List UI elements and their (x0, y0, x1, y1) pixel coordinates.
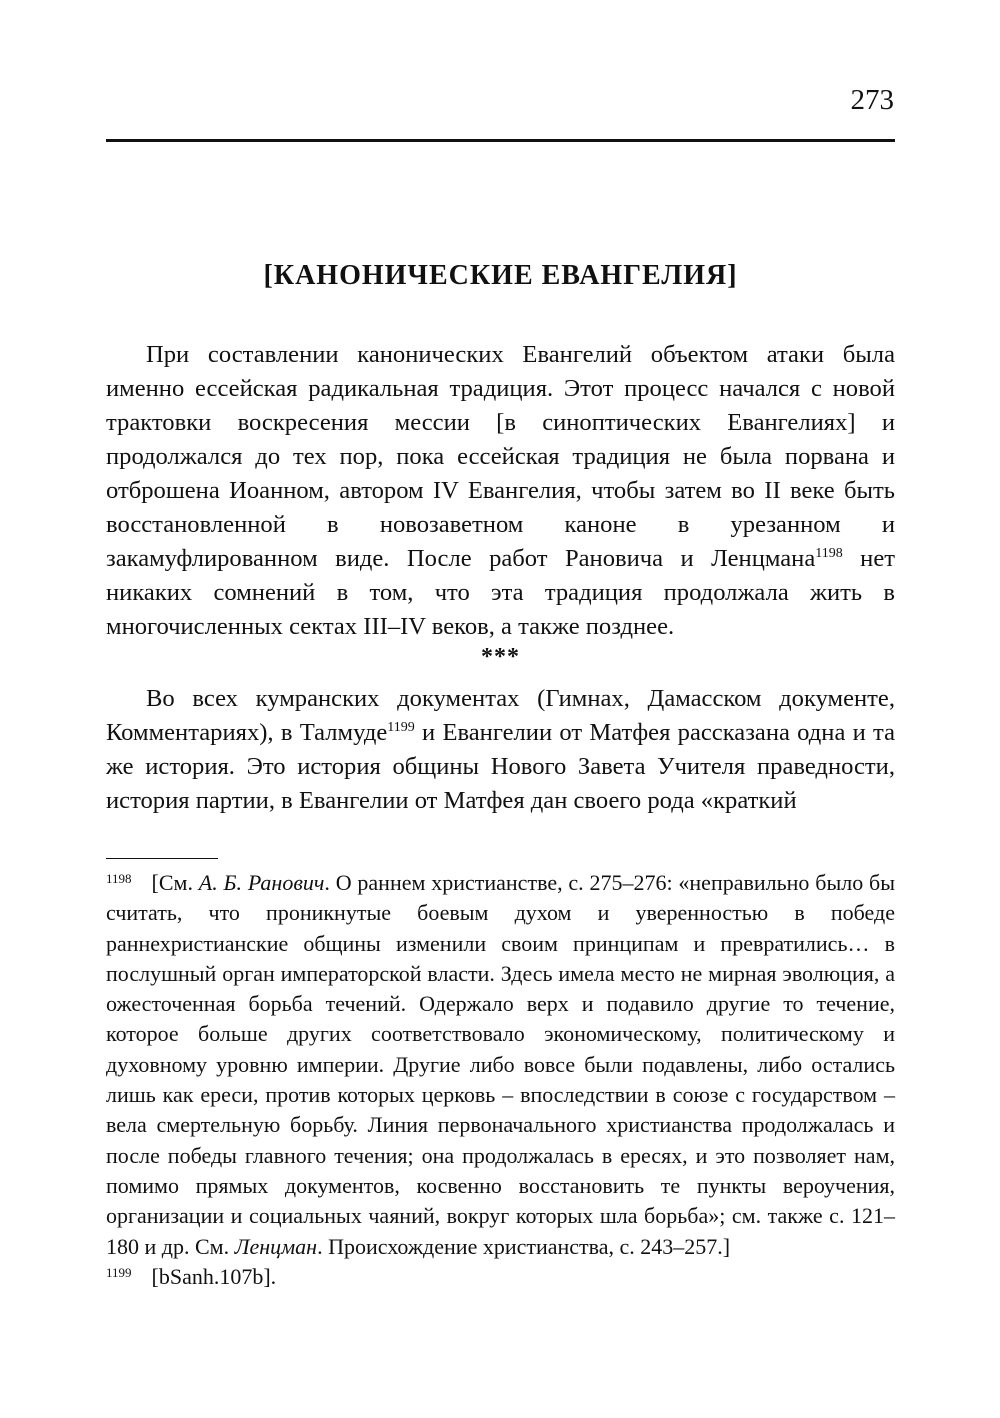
paragraph-text-part: Во всех кумранских документах (Гимнах, Дамасском документе, Комментариях), в Талмуде (106, 685, 895, 746)
footnote-rule (106, 858, 218, 859)
footnote-1199 (106, 1262, 895, 1292)
body-paragraph-1 (106, 338, 895, 644)
footnotes (106, 868, 895, 1292)
section-separator: *** (481, 644, 520, 670)
paragraph-text (106, 338, 895, 644)
header-rule (106, 139, 895, 142)
footnote-text: . Происхождение христианства, с. 243–257.] (317, 1233, 731, 1259)
footnote-reference-1199[interactable]: 1199 (387, 719, 415, 735)
footnote-number: 1198 (106, 871, 132, 886)
footnote-text: . О раннем христианстве, с. 275–276: «неправильно было бы считать, что проникнутые боевым духом и уверенностью в победе раннехристианские общины изменили своим принципам и превратились… в послушный орган императорской власти. Здесь имела место не мирная эволюция, а ожесточенная борьба течений. Одержало верх и подавило другие то течение, которое больше других соответствовало экономическому, политическому и духовному уровню империи. Другие либо вовсе были подавлены, либо остались лишь как ереси, против которых церковь – впоследствии в союзе с государством – вела смертельную борьбу. Линия первоначального христианства продолжалась и после победы главного течения; она продолжалась в ересях, и это позволяет нам, помимо прямых документов, косвенно восстановить те пункты вероучения, организации и социальных чаяний, вокруг которых шла борьба»; см. также с. 121–180 и др. См. (106, 870, 895, 1259)
paragraph-text (106, 682, 895, 818)
paragraph-text-part: При составлении канонических Евангелий объектом атаки была именно ессейская радикальная традиция. Этот процесс начался с новой трактовки воскресения мессии [в синоптических Евангелиях] и продолжался до тех пор, пока ессейская традиция не была порвана и отброшена Иоанном, автором IV Евангелия, чтобы затем во II веке быть восстановленной в новозаветном каноне в урезанном и закамуфлированном виде. После работ Рановича и Ленцмана (106, 341, 895, 572)
footnote-1198 (106, 868, 895, 1262)
footnote-text: [См. (151, 870, 199, 895)
paragraph-text-part: нет никаких сомнений в том, что эта традиция продолжала жить в многочисленных сектах III–IV веков, а также позднее. (106, 545, 895, 640)
footnote-author: Ленцман (234, 1233, 318, 1259)
footnote-author: А. Б. Ранович (198, 870, 325, 895)
chapter-title: [КАНОНИЧЕСКИЕ ЕВАНГЕЛИЯ] (263, 260, 738, 291)
footnote-text: [bSanh.107b]. (151, 1263, 277, 1289)
paragraph-text-part: и Евангелии от Матфея рассказана одна и та же история. Это история общины Нового Завета Учителя праведности, история партии, в Евангелии от Матфея дан своего рода «краткий (106, 719, 896, 814)
footnote-reference-1198[interactable]: 1198 (815, 545, 843, 561)
page-number: 273 (850, 84, 894, 116)
footnote-number: 1199 (106, 1264, 132, 1280)
body-paragraph-2 (106, 682, 895, 818)
